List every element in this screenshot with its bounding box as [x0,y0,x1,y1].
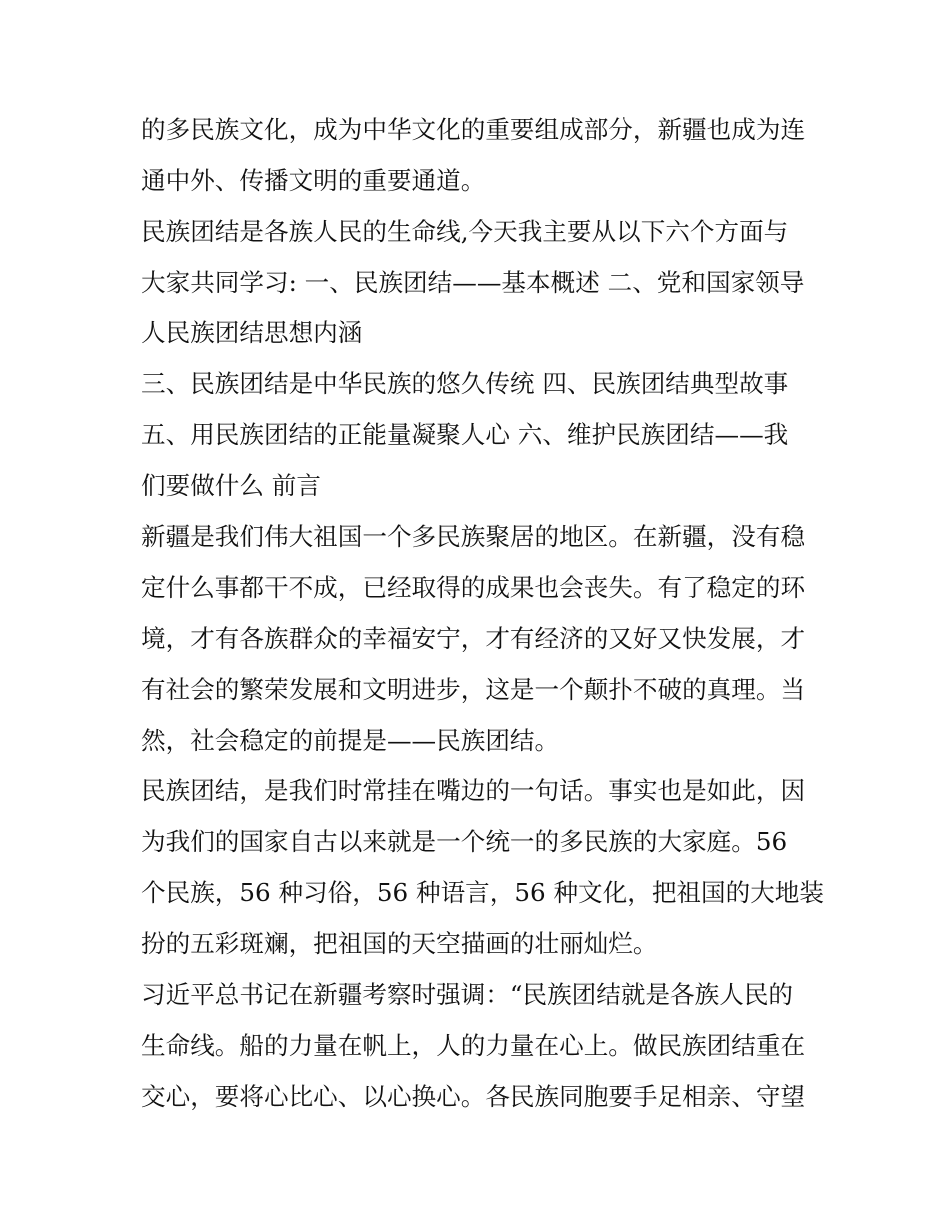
text-line: 定什么事都干不成，已经取得的成果也会丧失。有了稳定的环 [141,573,806,602]
text-line: 新疆是我们伟大祖国一个多民族聚居的地区。在新疆，没有稳 [141,522,806,551]
text-line: 民族团结，是我们时常挂在嘴边的一句话。事实也是如此，因 [141,776,806,805]
text-line: 个民族，56 种习俗，56 种语言，56 种文化，把祖国的大地装 [141,878,824,907]
text-line: 生命线。船的力量在帆上，人的力量在心上。做民族团结重在 [141,1031,806,1060]
text-line: 五、用民族团结的正能量凝聚人心 六、维护民族团结——我 [141,420,789,449]
text-line: 的多民族文化，成为中华文化的重要组成部分，新疆也成为连 [141,115,806,144]
text-line: 三、民族团结是中华民族的悠久传统 四、民族团结典型故事 [141,369,789,398]
text-line: 通中外、传播文明的重要通道。 [141,166,486,195]
text-line: 人民族团结思想内涵 [141,318,363,347]
text-line: 们要做什么 前言 [141,471,321,500]
text-line: 大家共同学习: 一、民族团结——基本概述 二、党和国家领导 [141,268,805,297]
text-line: 交心，要将心比心、以心换心。各民族同胞要手足相亲、守望 [141,1082,806,1111]
text-line: 有社会的繁荣发展和文明进步，这是一个颠扑不破的真理。当 [141,675,806,704]
text-line: 习近平总书记在新疆考察时强调：“民族团结就是各族人民的 [141,980,794,1009]
text-line: 为我们的国家自古以来就是一个统一的多民族的大家庭。56 [141,827,788,856]
text-line: 扮的五彩斑斓，把祖国的天空描画的壮丽灿烂。 [141,929,658,958]
text-line: 民族团结是各族人民的生命线,今天我主要从以下六个方面与 [141,217,789,246]
text-line: 然，社会稳定的前提是——民族团结。 [141,726,560,755]
text-line: 境，才有各族群众的幸福安宁，才有经济的又好又快发展，才 [141,624,806,653]
